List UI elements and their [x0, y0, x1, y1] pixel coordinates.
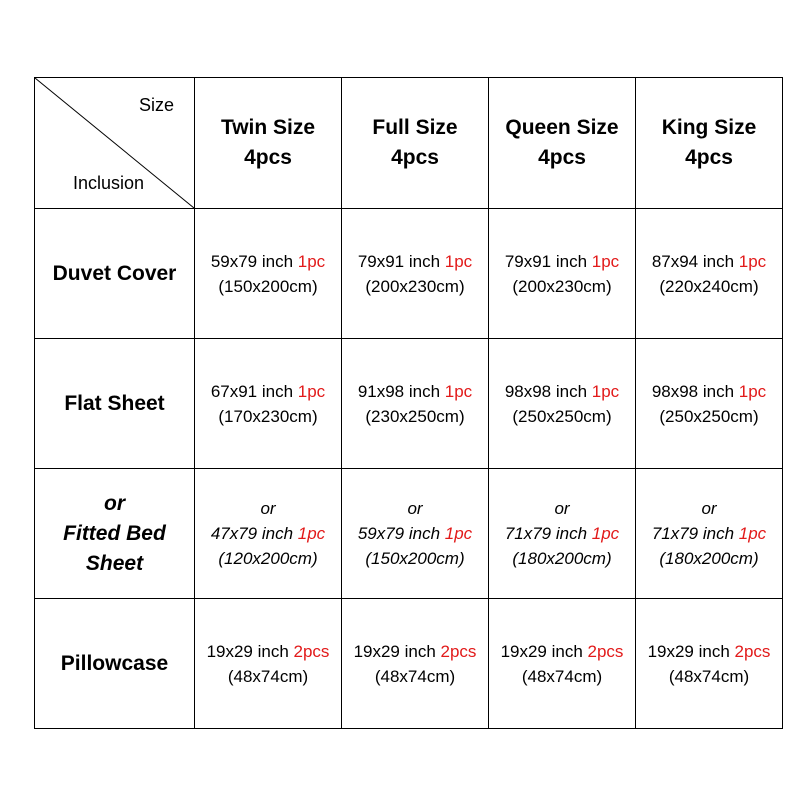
row-label-pillowcase: Pillowcase — [35, 599, 195, 729]
dimension-cm: (170x230cm) — [218, 406, 318, 426]
header-row — [35, 78, 783, 209]
dimension-cm: (150x200cm) — [365, 549, 465, 568]
cell-duvet-full — [342, 209, 489, 339]
corner-cell — [35, 78, 195, 209]
dimension-inch: 59x79 inch — [210, 251, 298, 271]
cell-flat-twin — [195, 339, 342, 469]
dimension-cm: (48x74cm) — [227, 666, 309, 686]
dimension-inch: 79x91 inch — [504, 251, 592, 271]
column-header-count: 4pcs — [538, 146, 586, 169]
quantity: 1pc — [444, 381, 473, 401]
quantity: 1pc — [444, 524, 473, 543]
quantity: 1pc — [738, 381, 767, 401]
column-header-count: 4pcs — [244, 146, 292, 169]
dimension-inch: 91x98 inch — [357, 381, 445, 401]
dimension-inch: 19x29 inch — [500, 641, 588, 661]
row-flat-sheet — [35, 339, 783, 469]
row-label-fitted-bed-sheet — [35, 469, 195, 599]
dimension-inch: 19x29 inch — [353, 641, 441, 661]
dimension-inch: 71x79 inch — [504, 524, 592, 543]
dimension-cm: (180x200cm) — [659, 549, 759, 568]
dimension-inch: 71x79 inch — [651, 524, 739, 543]
column-header-count: 4pcs — [685, 146, 733, 169]
cell-flat-queen — [489, 339, 636, 469]
quantity: 1pc — [591, 251, 620, 271]
inclusion-axis-label: Inclusion — [73, 173, 145, 193]
quantity: 1pc — [591, 381, 620, 401]
column-header-name: Full Size — [372, 116, 458, 139]
cell-fitted-king — [636, 469, 783, 599]
column-header-count: 4pcs — [391, 146, 439, 169]
row-pillowcase — [35, 599, 783, 729]
quantity: 2pcs — [587, 641, 624, 661]
or-text: or — [701, 499, 717, 518]
column-header-full — [342, 78, 489, 209]
row-label-line: Sheet — [85, 551, 144, 575]
cell-pillow-king — [636, 599, 783, 729]
dimension-cm: (230x250cm) — [365, 406, 465, 426]
cell-fitted-twin — [195, 469, 342, 599]
dimension-cm: (48x74cm) — [521, 666, 603, 686]
cell-fitted-full — [342, 469, 489, 599]
size-axis-label: Size — [138, 95, 174, 115]
quantity: 1pc — [738, 251, 767, 271]
column-header-name: King Size — [661, 116, 757, 139]
dimension-inch: 47x79 inch — [210, 524, 298, 543]
quantity: 1pc — [297, 524, 326, 543]
dimension-cm: (48x74cm) — [668, 666, 750, 686]
dimension-inch: 59x79 inch — [357, 524, 445, 543]
row-label-line: Fitted Bed — [63, 521, 166, 545]
dimension-cm: (150x200cm) — [218, 276, 318, 296]
dimension-inch: 98x98 inch — [651, 381, 739, 401]
quantity: 1pc — [297, 251, 326, 271]
dimension-cm: (120x200cm) — [218, 549, 318, 568]
dimension-inch: 87x94 inch — [651, 251, 739, 271]
cell-flat-king — [636, 339, 783, 469]
column-header-queen — [489, 78, 636, 209]
row-label-flat-sheet: Flat Sheet — [35, 339, 195, 469]
column-header-name: Queen Size — [505, 116, 619, 139]
dimension-cm: (200x230cm) — [365, 276, 465, 296]
dimension-cm: (220x240cm) — [659, 276, 759, 296]
column-header-king — [636, 78, 783, 209]
quantity: 1pc — [738, 524, 767, 543]
or-text: or — [260, 499, 276, 518]
quantity: 2pcs — [440, 641, 477, 661]
size-chart-table — [34, 77, 783, 729]
quantity: 2pcs — [293, 641, 330, 661]
dimension-inch: 79x91 inch — [357, 251, 445, 271]
dimension-inch: 19x29 inch — [647, 641, 735, 661]
column-header-name: Twin Size — [220, 116, 316, 139]
or-text: or — [407, 499, 423, 518]
or-text: or — [554, 499, 570, 518]
cell-pillow-full — [342, 599, 489, 729]
dimension-cm: (250x250cm) — [512, 406, 612, 426]
quantity: 1pc — [444, 251, 473, 271]
row-label-or: or — [104, 491, 125, 515]
column-header-twin — [195, 78, 342, 209]
quantity: 1pc — [297, 381, 326, 401]
row-fitted-bed-sheet — [35, 469, 783, 599]
cell-fitted-queen — [489, 469, 636, 599]
dimension-cm: (200x230cm) — [512, 276, 612, 296]
quantity: 1pc — [591, 524, 620, 543]
row-label-duvet-cover: Duvet Cover — [35, 209, 195, 339]
cell-flat-full — [342, 339, 489, 469]
quantity: 2pcs — [734, 641, 771, 661]
cell-duvet-king — [636, 209, 783, 339]
dimension-inch: 19x29 inch — [206, 641, 294, 661]
dimension-cm: (180x200cm) — [512, 549, 612, 568]
dimension-cm: (250x250cm) — [659, 406, 759, 426]
dimension-inch: 98x98 inch — [504, 381, 592, 401]
cell-duvet-twin — [195, 209, 342, 339]
dimension-cm: (48x74cm) — [374, 666, 456, 686]
cell-pillow-queen — [489, 599, 636, 729]
row-duvet-cover — [35, 209, 783, 339]
cell-duvet-queen — [489, 209, 636, 339]
cell-pillow-twin — [195, 599, 342, 729]
dimension-inch: 67x91 inch — [210, 381, 298, 401]
